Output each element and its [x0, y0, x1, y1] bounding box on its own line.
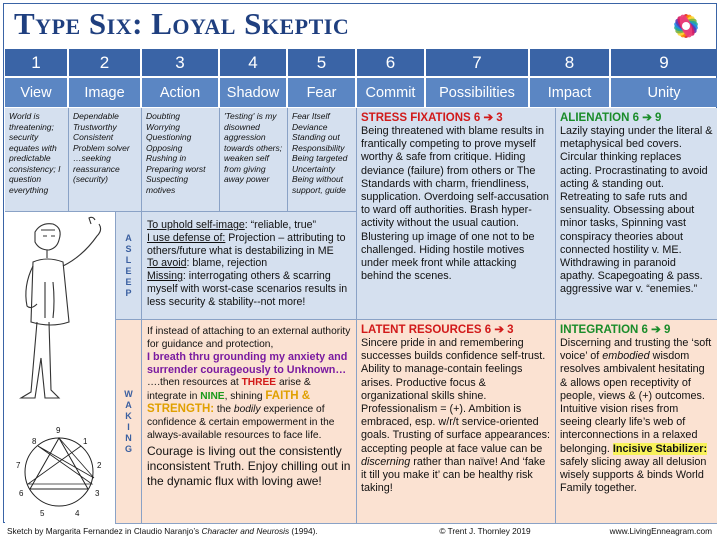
waking-letter: N	[125, 432, 132, 443]
asleep-label-1: To uphold self-image	[147, 219, 245, 231]
alienation-title: ALIENATION 6 ➔ 9	[560, 112, 662, 124]
col-number: 8	[530, 49, 611, 76]
stress-text: Being threatened with blame results in frantically competing to prove myself worthy & safe from critique. Hiding deviance (failure) from others or The Standards with charm, friendliness, supplication. Overdoing self-accusation to ward off authorities. Brash hyper-activity without the usual caution. Blustering up image of one not to be challenged. Hiding hostile motives under meek front while attacking behind the scenes.	[361, 125, 549, 283]
col-number: 2	[69, 49, 142, 76]
asleep-label	[116, 212, 142, 320]
asleep-letter: S	[125, 243, 132, 254]
faith-strength: FAITH & STRENGTH:	[147, 389, 311, 416]
footer-copyright: © Trent J. Thornley 2019	[439, 526, 531, 536]
asleep-line-2	[147, 232, 351, 258]
asleep-letter: P	[125, 287, 132, 298]
alienation-cell	[556, 108, 717, 320]
waking-cell	[142, 320, 357, 524]
footer-credit-year: (1994).	[289, 526, 318, 536]
footer-credit	[5, 526, 395, 536]
sketch-panel	[5, 212, 116, 524]
col-header: Action	[142, 78, 220, 107]
footer-url[interactable]: www.LivingEnneagram.com	[609, 526, 712, 536]
integration-text	[560, 337, 713, 495]
asleep-cell	[142, 212, 357, 320]
asleep-label-2: I use defense of:	[147, 231, 226, 244]
latent-discerning: discerning	[361, 455, 411, 468]
enneagram-symbol	[7, 422, 115, 522]
col-header: Image	[69, 78, 142, 107]
waking-letter: A	[125, 399, 132, 410]
number-row	[5, 49, 717, 76]
col-number: 9	[659, 52, 669, 72]
latent-text-3: rather than naïve! And ‘fake it till you make it’ can be healthy risk taking!	[361, 455, 546, 495]
col-number: 3	[142, 49, 220, 76]
image-cell: Dependable Trustworthy Consistent Problem solver …seeking reassurance (security)	[69, 108, 142, 212]
asleep-text-2: Projection – attributing to others/future what is destabilizing in ME	[147, 231, 346, 257]
col-header: Fear	[288, 78, 357, 107]
asleep-line-4	[147, 270, 351, 308]
stress-title: STRESS FIXATIONS 6 ➔ 3	[361, 112, 503, 124]
footer-credit-text: Sketch by Margarita Fernandez in Claudio Naranjo’s	[7, 526, 202, 536]
waking-bodily: bodily	[233, 404, 261, 416]
fear-cell: Fear Itself Deviance Standing out Responsibility Being targeted Uncertainty Being without support, guide	[288, 108, 357, 212]
col-header: Possibilities	[426, 78, 530, 107]
asleep-text-1: : “reliable, true”	[244, 219, 317, 231]
waking-p3	[147, 377, 351, 442]
asleep-label-3: To avoid	[147, 257, 187, 270]
asleep-line-3	[147, 257, 351, 270]
enneagram-4: 4	[75, 509, 80, 518]
latent-text-1: Sincere pride in and remembering successes builds confidence self-trust. Ability to manage-contain feelings arises. Productive focus & organizational skills shine. Professionalism = (+). Ambition is embraced, esp. w/r/t service-oriented goals. Trusting of surface appearances: accepting people at face value can be	[361, 337, 551, 455]
waking-p3-text: arise & integrate in	[147, 377, 311, 402]
waking-label	[116, 320, 142, 524]
waking-letter: K	[125, 410, 132, 421]
asleep-letter: A	[125, 232, 132, 243]
col-header: Impact	[530, 78, 611, 107]
page-title: Type Six: Loyal Skeptic	[14, 6, 350, 41]
header-row	[5, 78, 717, 107]
waking-p1: If instead of attaching to an external authority for guidance and protection,	[147, 326, 351, 350]
waking-p3-text: , shining	[224, 390, 266, 402]
col-number: 7	[426, 49, 530, 76]
flower-logo-icon	[664, 6, 708, 46]
waking-letter: W	[124, 388, 133, 399]
col-header: View	[5, 78, 69, 107]
integration-title: INTEGRATION 6 ➔ 9	[560, 324, 671, 336]
skeptic-figure-sketch	[5, 212, 116, 412]
col-header: Unity	[647, 84, 681, 101]
enneagram-1: 1	[83, 437, 88, 446]
asleep-letter: L	[125, 254, 132, 265]
col-header: Commit	[357, 78, 426, 107]
enneagram-9: 9	[56, 426, 61, 435]
stress-fixations-cell	[357, 108, 556, 320]
asleep-line-1	[147, 219, 351, 232]
shadow-cell: 'Testing' is my disowned aggression towards others; weaken self from giving away power	[220, 108, 288, 212]
waking-p2: I breath thru grounding my anxiety and surrender courageously to Unknown…	[147, 351, 348, 377]
waking-p4: Courage is living out the consistently inconsistent Truth. Enjoy chilling out in the dynamic flux with loving awe!	[147, 444, 351, 489]
enneagram-7: 7	[16, 461, 21, 470]
col-header: Shadow	[220, 78, 288, 107]
alienation-text: Lazily staying under the literal & metaphysical bed covers. Circular thinking replaces acting. Procrastinating to avoid acting & standing out. Retreating to safe ruts and sensuality. Obsessing about minor tasks, Spinning vast conspiracy theories about connected hostility v. ME. Withdrawing in paranoid apathy. Scapegoating & pass. aggressive war v. “enemies.”	[560, 125, 713, 296]
latent-resources-cell	[357, 320, 556, 524]
waking-three: THREE	[241, 377, 277, 389]
integration-text-1: Discerning and trusting the ‘soft voice’ of	[560, 337, 712, 363]
col-number: 4	[220, 49, 288, 76]
incisive-stabilizer: Incisive Stabilizer:	[612, 442, 708, 455]
enneagram-2: 2	[97, 461, 102, 470]
footer-book-title: Character and Neurosis	[201, 526, 290, 536]
enneagram-5: 5	[40, 509, 45, 518]
latent-text	[361, 337, 551, 495]
col-number: 1	[5, 49, 69, 76]
asleep-text-4: : interrogating others & scarring myself with worst-case scenarios results in less security & stability--not more!	[147, 270, 348, 308]
waking-p3-text: the	[214, 404, 234, 416]
footer	[5, 524, 717, 538]
col-number: 6	[357, 49, 426, 76]
action-cell: Doubting Worrying Questioning Opposing Rushing in Preparing worst Suspecting motives	[142, 108, 220, 212]
integration-cell	[556, 320, 717, 524]
view-cell: World is threatening; security equates with predictable consistency; I question everything	[5, 108, 69, 212]
waking-letter: I	[127, 421, 130, 432]
enneagram-8: 8	[32, 437, 37, 446]
integration-text-3: wisdom resolves ambivalent hesitating & allows open receptivity of people, views & (+) outcomes. Intuitive vision rises from seeing clearly life’s web of interconnections in a relaxed belonging.	[560, 350, 705, 455]
waking-letter: G	[124, 443, 132, 454]
asleep-label-4: Missing	[147, 270, 183, 283]
asleep-text-3: : blame, rejection	[186, 257, 268, 270]
integration-embodied: embodied	[602, 350, 650, 363]
waking-p3-text: experience of confidence & certain empowerment in the always-available resources to face life.	[147, 404, 335, 441]
asleep-letter: E	[125, 276, 132, 287]
waking-nine: NINE	[200, 390, 225, 402]
col-number: 5	[288, 49, 357, 76]
integration-text-5: safely slicing away all delusion wisely supports & binds World Family together.	[560, 455, 707, 495]
asleep-letter: E	[125, 265, 132, 276]
enneagram-3: 3	[95, 489, 100, 498]
waking-p3-text: ….then resources at	[147, 377, 242, 389]
enneagram-6: 6	[19, 489, 24, 498]
latent-title: LATENT RESOURCES 6 ➔ 3	[361, 324, 514, 336]
